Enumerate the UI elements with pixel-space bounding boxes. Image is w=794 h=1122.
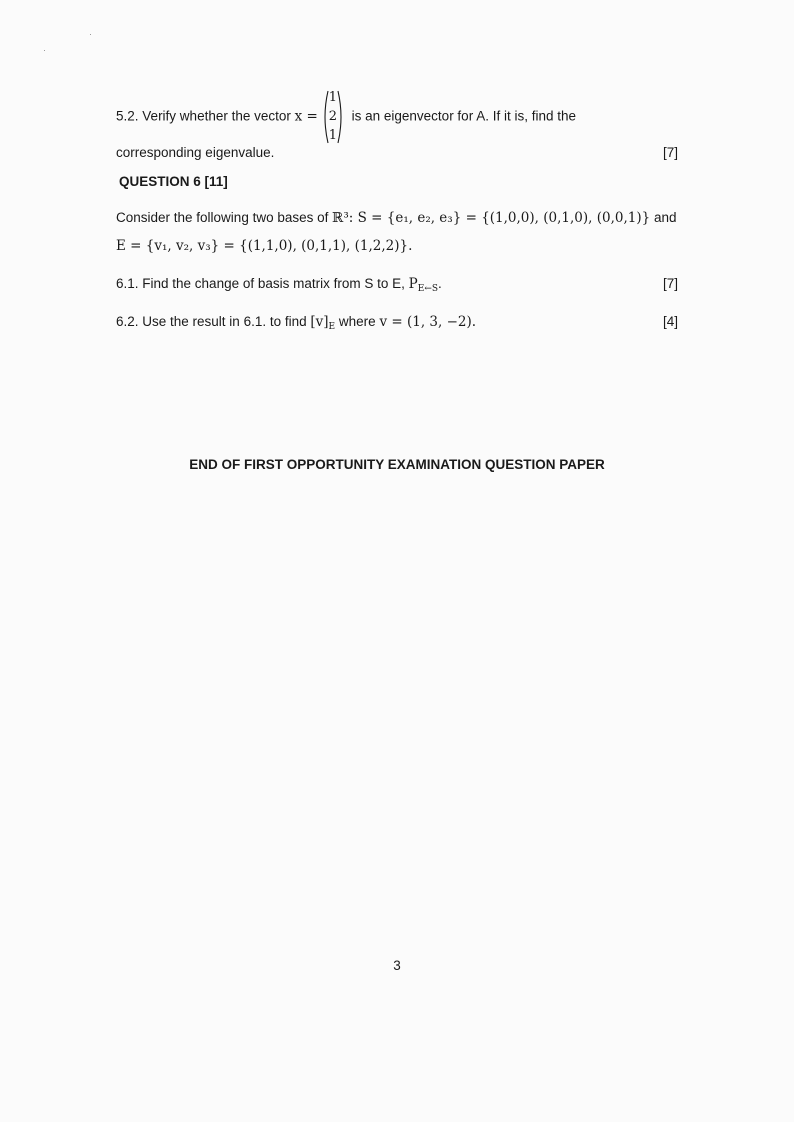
matrix-symbol: $P_{E\leftarrow S}$: [408, 276, 439, 294]
vector-entries: [322, 89, 344, 145]
question-number: 5.2.: [116, 108, 139, 124]
where-text: where: [338, 314, 376, 329]
vector-entry: 1: [328, 128, 337, 143]
question-5-2-continuation: corresponding eigenvalue.: [116, 145, 275, 160]
coord-vector: $[v]_E$: [310, 314, 336, 332]
question-text: Verify whether the vector: [142, 108, 291, 124]
basis-E: E = {v₁, v₂, v₃} = {(1,1,0), (0,1,1), (1,2,2)}.: [116, 238, 413, 254]
intro-math: ℝ³: S = {e₁, e₂, e₃} = {(1,0,0), (0,1,0), (0,0,1)}: [332, 210, 651, 226]
question-5-2: [116, 89, 576, 145]
page-number: 3: [393, 958, 401, 973]
question-text: is an eigenvector for A. If it is, find the: [351, 108, 576, 124]
question-text: 6.1. Find the change of basis matrix from S to E,: [116, 276, 405, 291]
column-vector: [322, 89, 344, 145]
question-6-1: 6.1. Find the change of basis matrix from S to E, $P_{E\leftarrow S}$.: [116, 276, 442, 294]
scan-speck: [44, 50, 45, 51]
question-text: 6.2. Use the result in 6.1. to find: [116, 314, 307, 329]
question-6-intro: [116, 210, 677, 226]
vector-entry: 2: [328, 109, 337, 124]
question-6-heading: QUESTION 6 [11]: [119, 174, 228, 189]
end-of-paper-title: END OF FIRST OPPORTUNITY EXAMINATION QUESTION PAPER: [189, 457, 605, 472]
math-lhs: x =: [294, 108, 318, 125]
intro-and: and: [653, 210, 677, 225]
vector-entry: 1: [328, 90, 337, 105]
intro-text: Consider the following two bases of: [116, 210, 329, 225]
marks-6-1: [7]: [662, 276, 678, 291]
question-6-2: [116, 314, 476, 332]
marks-5-2: [7]: [662, 145, 678, 160]
scan-speck: [90, 34, 91, 35]
marks-6-2: [4]: [662, 314, 678, 329]
vector-v: v = (1, 3, −2).: [379, 314, 477, 330]
